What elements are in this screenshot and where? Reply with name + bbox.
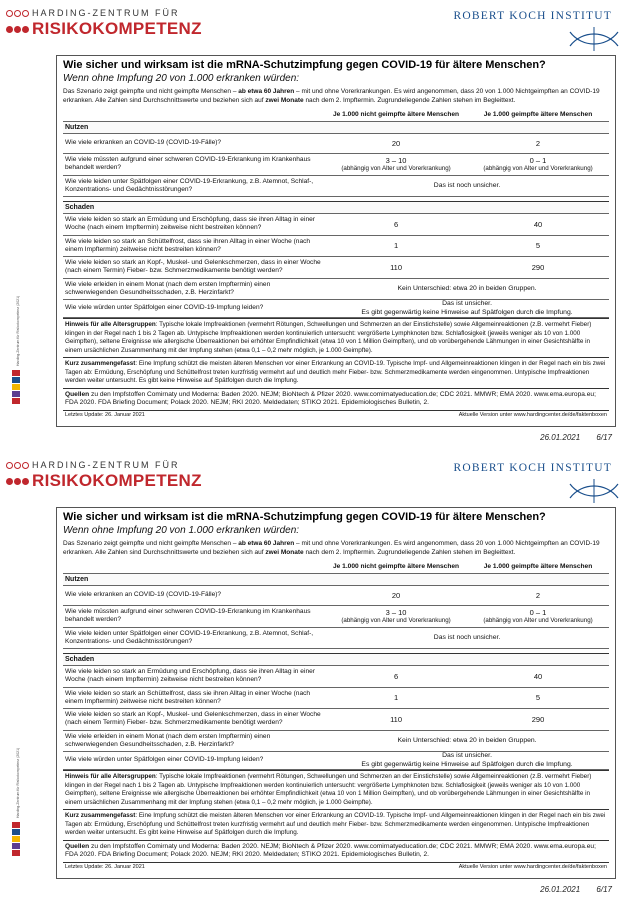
factbox-subtitle: Wenn ohne Impfung 20 von 1.000 erkranken würden: xyxy=(63,73,300,84)
factbox-table xyxy=(63,109,609,319)
hz-brand: RISIKOKOMPETENZ xyxy=(32,471,202,490)
footer-page: 6/17 xyxy=(596,885,612,894)
table-row: Wie viele erkranken an COVID-19 (COVID-19-Fälle)? 20 2 xyxy=(63,133,609,153)
footer-date: 26.01.2021 xyxy=(540,433,581,442)
rki-name: ROBERT KOCH INSTITUT xyxy=(453,10,612,22)
side-credit: Harding-Zentrum für Risikokompetenz (2021) xyxy=(16,295,20,366)
side-color-blocks xyxy=(12,370,22,405)
table-row: Wie viele erleiden in einem Monat (nach dem ersten Impftermin) einen schwerwiegenden Gesundheitsschaden, z.B. Herzinfarkt? Kein Unterschied: etwa 20 in beiden Gruppen. xyxy=(63,278,609,299)
section-harm: Schaden xyxy=(63,654,609,666)
harding-center-logo xyxy=(6,460,202,491)
factbox-footer xyxy=(63,862,609,871)
page-footer xyxy=(526,885,612,894)
factbox-footer xyxy=(63,410,609,419)
last-update: Letztes Update: 26. Januar 2021 xyxy=(65,411,145,418)
table-row: Wie viele würden unter Spätfolgen einer COVID-19-Impfung leiden? Das ist unsicher. Es gibt gegenwärtig keine Hinweise auf Spätfolgen durch die Impfung. xyxy=(63,752,609,770)
table-row: Wie viele leiden unter Spätfolgen einer COVID-19-Erkrankung, z.B. Atemnot, Schlaf-, Konzentrations- und Gedächtnisstörungen? Das ist noch unsicher. xyxy=(63,627,609,648)
table-row: Wie viele leiden so stark an Schüttelfrost, dass sie ihren Alltag in einer Woche (nach einem Impftermin) zeitweise nicht bestreiten können? 1 5 xyxy=(63,235,609,256)
table-row: Wie viele leiden so stark an Schüttelfrost, dass sie ihren Alltag in einer Woche (nach einem Impftermin) zeitweise nicht bestreiten können? 1 5 xyxy=(63,687,609,708)
last-update: Letztes Update: 26. Januar 2021 xyxy=(65,863,145,870)
col-unvaccinated: Je 1.000 nicht geimpfte ältere Menschen xyxy=(325,561,467,574)
harding-center-logo xyxy=(6,8,202,39)
factbox-table xyxy=(63,561,609,771)
rki-name: ROBERT KOCH INSTITUT xyxy=(453,462,612,474)
footer-date: 26.01.2021 xyxy=(540,885,581,894)
sources: Quellen zu den Impfstoffen Comirnaty und Moderna: Baden 2020. NEJM; BioNtech & Pfizer 2020. www.comirnatyeducation.de; CDC 2021. MMWR; EMA 2020. www.ema.europa.eu; FDA 2020. FDA Briefing Document; Polack 2020. NEJM; RKI 2020. Meldedaten; STIKO 2021. Epidemiologisches Bulletin, 2. xyxy=(63,388,609,410)
table-row: Wie viele erkranken an COVID-19 (COVID-19-Fälle)? 20 2 xyxy=(63,585,609,605)
col-vaccinated: Je 1.000 geimpfte ältere Menschen xyxy=(467,561,609,574)
rki-logo xyxy=(453,462,612,474)
table-row: Wie viele leiden so stark an Kopf-, Muskel- und Gelenkschmerzen, dass in einer Woche (nach einem Termin) Fieber- bzw. Schmerzmedikamente benötigt werden? 110 290 xyxy=(63,257,609,278)
summary-note: Kurz zusammengefasst: Eine Impfung schützt die meisten älteren Menschen vor einer Erkrankung an COVID-19. Typische Impf- und Allgemeinreaktionen klingen in der Regel nach ein bis zwei Tagen ab: Ermüdung, Erschöpfung und Schüttelfrost treten kurzfristig vermehrt auf und deutlich mehr Fieber- bzw. Schmerzmedikamente werden eingenommen. Untypische Impfreaktionen werden weiter untersucht. Es gibt keine Hinweise auf Spätfolgen durch die Impfung. xyxy=(63,809,609,840)
col-vaccinated: Je 1.000 geimpfte ältere Menschen xyxy=(467,109,609,122)
section-harm: Schaden xyxy=(63,202,609,214)
current-version-link[interactable]: Aktuelle Version unter www.hardingcenter.de/de/faktenboxen xyxy=(458,863,607,870)
factbox xyxy=(56,507,616,879)
page-footer xyxy=(526,433,612,442)
col-question xyxy=(63,561,325,574)
table-row: Wie viele leiden so stark an Kopf-, Muskel- und Gelenkschmerzen, dass in einer Woche (nach einem Termin) Fieber- bzw. Schmerzmedikamente benötigt werden? 110 290 xyxy=(63,709,609,730)
side-credit: Harding-Zentrum für Risikokompetenz (2021) xyxy=(16,747,20,818)
factbox xyxy=(56,55,616,427)
slide-1 xyxy=(0,0,632,452)
rki-emblem-icon xyxy=(566,26,622,52)
factbox-title: Wie sicher und wirksam ist die mRNA-Schutzimpfung gegen COVID-19 für ältere Menschen? xyxy=(63,59,546,71)
table-row: Wie viele würden unter Spätfolgen einer COVID-19-Impfung leiden? Das ist unsicher. Es gibt gegenwärtig keine Hinweise auf Spätfolgen durch die Impfung. xyxy=(63,300,609,318)
table-row: Wie viele müssten aufgrund einer schweren COVID-19-Erkrankung im Krankenhaus behandelt werden? 3 – 10 (abhängig von Alter und Vorerkrankung) 0 – 1 (abhängig von Alter und Vorerkrankung) xyxy=(63,605,609,627)
table-row: Wie viele leiden so stark an Ermüdung und Erschöpfung, dass sie ihren Alltag in einer Woche (nach einem Impftermin) zeitweise nicht bestreiten können? 6 40 xyxy=(63,214,609,235)
table-row: Wie viele erleiden in einem Monat (nach dem ersten Impftermin) einen schwerwiegenden Gesundheitsschaden, z.B. Herzinfarkt? Kein Unterschied: etwa 20 in beiden Gruppen. xyxy=(63,730,609,751)
side-color-blocks xyxy=(12,822,22,857)
rki-logo xyxy=(453,10,612,22)
hint-note: Hinweis für alle Altersgruppen: Typische lokale Impfreaktionen (vermehrt Rötungen, Schwellungen und Schmerzen an der Einstichstelle) sowie Allgemeinreaktionen (z.B. vermehrt Fieber) klingen in der Regel nach 1 bis 2 Tagen ab. Untypische Impfreaktionen werden kontinuierlich untersucht: vergrößerte Lymphknoten bzw. Schlaflosigkeit (jeweils weniger als 10 von 1.000 Geimpften), seltene Ereignisse wie allergische Überreaktionen bei erhöhter Empfindlichkeit (etwa 10 von 1 Million Geimpften), und ob vorübergehende Lähmungen in einer Gesichtshälfte in einem ursächlichen Zusammenhang mit der Impfung stehen (etwa 0,1 – 0,2 mehr möglich, je 1.000 Geimpfte). xyxy=(63,318,609,357)
hz-brand: RISIKOKOMPETENZ xyxy=(32,19,202,38)
sources: Quellen zu den Impfstoffen Comirnaty und Moderna: Baden 2020. NEJM; BioNtech & Pfizer 2020. www.comirnatyeducation.de; CDC 2021. MMWR; EMA 2020. www.ema.europa.eu; FDA 2020. FDA Briefing Document; Polack 2020. NEJM; RKI 2020. Meldedaten; STIKO 2021. Epidemiologisches Bulletin, 2. xyxy=(63,840,609,862)
hz-name: HARDING-ZENTRUM FÜR xyxy=(32,460,180,470)
slide-2 xyxy=(0,452,632,904)
section-benefit: Nutzen xyxy=(63,573,609,585)
table-row: Wie viele müssten aufgrund einer schweren COVID-19-Erkrankung im Krankenhaus behandelt werden? 3 – 10 (abhängig von Alter und Vorerkrankung) 0 – 1 (abhängig von Alter und Vorerkrankung) xyxy=(63,153,609,175)
summary-note: Kurz zusammengefasst: Eine Impfung schützt die meisten älteren Menschen vor einer Erkrankung an COVID-19. Typische Impf- und Allgemeinreaktionen klingen in der Regel nach ein bis zwei Tagen ab: Ermüdung, Erschöpfung und Schüttelfrost treten kurzfristig vermehrt auf und deutlich mehr Fieber- bzw. Schmerzmedikamente werden eingenommen. Untypische Impfreaktionen werden weiter untersucht. Es gibt keine Hinweise auf Spätfolgen durch die Impfung. xyxy=(63,357,609,388)
hint-note: Hinweis für alle Altersgruppen: Typische lokale Impfreaktionen (vermehrt Rötungen, Schwellungen und Schmerzen an der Einstichstelle) sowie Allgemeinreaktionen (z.B. vermehrt Fieber) klingen in der Regel nach 1 bis 2 Tagen ab. Untypische Impfreaktionen werden kontinuierlich untersucht: vergrößerte Lymphknoten bzw. Schlaflosigkeit (jeweils weniger als 10 von 1.000 Geimpften), seltene Ereignisse wie allergische Überreaktionen bei erhöhter Empfindlichkeit (etwa 10 von 1 Million Geimpften), und ob vorübergehende Lähmungen in einer Gesichtshälfte in einem ursächlichen Zusammenhang mit der Impfung stehen (etwa 0,1 – 0,2 mehr möglich, je 1.000 Geimpfte). xyxy=(63,770,609,809)
section-benefit: Nutzen xyxy=(63,121,609,133)
hz-name: HARDING-ZENTRUM FÜR xyxy=(32,8,180,18)
col-unvaccinated: Je 1.000 nicht geimpfte ältere Menschen xyxy=(325,109,467,122)
rki-emblem-icon xyxy=(566,478,622,504)
col-question xyxy=(63,109,325,122)
current-version-link[interactable]: Aktuelle Version unter www.hardingcenter.de/de/faktenboxen xyxy=(458,411,607,418)
footer-page: 6/17 xyxy=(596,433,612,442)
table-row: Wie viele leiden unter Spätfolgen einer COVID-19-Erkrankung, z.B. Atemnot, Schlaf-, Konzentrations- und Gedächtnisstörungen? Das ist noch unsicher. xyxy=(63,175,609,196)
factbox-intro: Das Szenario zeigt geimpfte und nicht geimpfte Menschen – ab etwa 60 Jahren – mit und ohne Vorerkrankungen. Es wird angenommen, dass 20 von 1.000 Nichtgeimpften an COVID-19 erkranken. Alle Zahlen sind Durchschnittswerte und beziehen sich auf zwei Monate nach dem 2. Impftermin. Zugrundeliegende Zahlen stehen im Begleittext. xyxy=(63,540,600,556)
factbox-title: Wie sicher und wirksam ist die mRNA-Schutzimpfung gegen COVID-19 für ältere Menschen? xyxy=(63,511,546,523)
factbox-intro: Das Szenario zeigt geimpfte und nicht geimpfte Menschen – ab etwa 60 Jahren – mit und ohne Vorerkrankungen. Es wird angenommen, dass 20 von 1.000 Nichtgeimpften an COVID-19 erkranken. Alle Zahlen sind Durchschnittswerte und beziehen sich auf zwei Monate nach dem 2. Impftermin. Zugrundeliegende Zahlen stehen im Begleittext. xyxy=(63,88,600,104)
table-row: Wie viele leiden so stark an Ermüdung und Erschöpfung, dass sie ihren Alltag in einer Woche (nach einem Impftermin) zeitweise nicht bestreiten können? 6 40 xyxy=(63,666,609,687)
factbox-subtitle: Wenn ohne Impfung 20 von 1.000 erkranken würden: xyxy=(63,525,300,536)
